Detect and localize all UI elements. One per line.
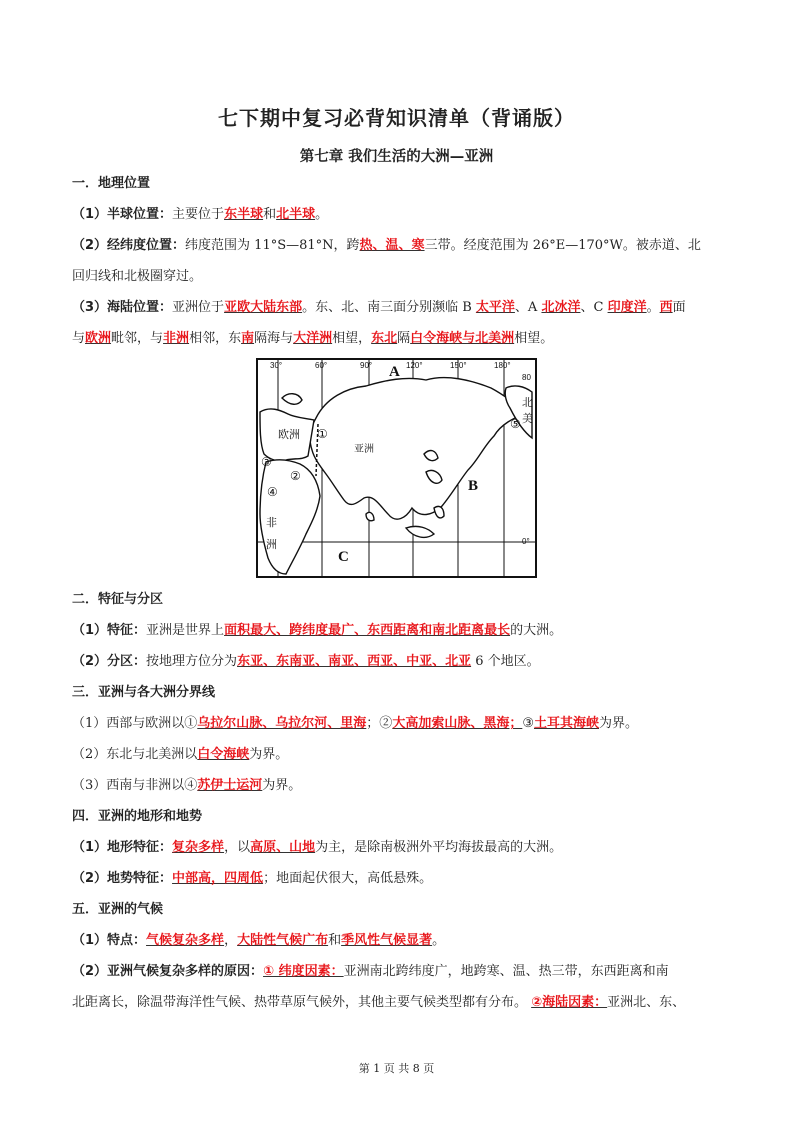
map-marker-5: ⑤ [510,417,521,431]
paragraph-features: （1）特征：亚洲是世界上面积最大、跨纬度最广、东西距离和南北距离最长的大洲。 [72,623,563,638]
page-title: 七下期中复习必背知识清单（背诵版） [218,106,575,130]
paragraph-climate-reasons-cont: 北距离长，除温带海洋性气候、热带草原气候外，其他主要气候类型都有分布。 ②海陆因素：亚洲北、东、 [72,995,686,1010]
map-label-africa-1: 非 [266,516,277,529]
lon-tick-30: 30° [270,361,283,370]
page-footer: 第 1 页 共 8 页 [358,1062,435,1075]
lon-tick-90: 90° [360,361,373,370]
paragraph-boundary-europe: （1）西部与欧洲以①乌拉尔山脉、乌拉尔河、里海；②大高加索山脉、黑海；③土耳其海峡为界。 [72,716,639,731]
asia-map [256,358,537,578]
map-label-a: A [389,364,400,380]
map-label-b: B [468,478,479,494]
paragraph-terrain: （1）地形特征：复杂多样，以高原、山地为主，是除南极洲外平均海拔最高的大洲。 [72,840,563,855]
paragraph-boundary-africa: （3）西南与非洲以④苏伊士运河为界。 [72,778,302,793]
paragraph-climate-features: （1）特点：气候复杂多样，大陆性气候广布和季风性气候显著。 [72,933,446,948]
map-label-north-1: 北 [522,396,533,409]
section-heading-terrain: 四．亚洲的地形和地势 [72,809,203,824]
paragraph-coordinates-cont: 回归线和北极圈穿过。 [72,269,203,284]
map-label-north-2: 美 [522,412,533,425]
paragraph-regions: （2）分区：按地理方位分为东亚、东南亚、南亚、西亚、中亚、北亚 6 个地区。 [72,654,540,669]
lon-tick-180: 180° [494,361,511,370]
map-marker-2: ② [290,469,301,483]
map-label-asia: 亚洲 [354,444,374,455]
lat-tick-0: 0° [522,537,530,546]
section-heading-location: 一．地理位置 [72,176,151,191]
section-heading-features: 二．特征与分区 [72,592,164,607]
map-label-africa-2: 洲 [266,538,277,551]
paragraph-climate-reasons: （2）亚洲气候复杂多样的原因：① 纬度因素：亚洲南北跨纬度广，地跨寒、温、热三带，东西距离和南 [72,964,669,979]
paragraph-boundary-north-america: （2）东北与北美洲以白令海峡为界。 [72,747,289,762]
paragraph-hemisphere: （1）半球位置：主要位于东半球和北半球。 [72,207,329,222]
paragraph-relief: （2）地势特征：中部高，四周低；地面起伏很大，高低悬殊。 [72,871,433,886]
lat-tick-80: 80 [522,373,531,382]
map-label-c: C [338,549,349,565]
map-marker-3: ③ [261,455,272,469]
paragraph-sea-land-cont: 与欧洲毗邻，与非洲相邻，东南隔海与大洋洲相望，东北隔白令海峡与北美洲相望。 [72,331,554,346]
paragraph-coordinates: （2）经纬度位置：纬度范围为 11°S—81°N，跨热、温、寒三带。经度范围为 26°E—170°W。被赤道、北 [72,238,701,253]
lon-tick-150: 150° [450,361,467,370]
map-marker-4: ④ [267,485,278,499]
lon-tick-120: 120° [406,361,423,370]
lon-tick-60: 60° [315,361,328,370]
map-label-europe: 欧洲 [278,428,300,441]
section-heading-boundaries: 三．亚洲与各大洲分界线 [72,685,216,700]
paragraph-sea-land: （3）海陆位置：亚洲位于亚欧大陆东部。东、北、南三面分别濒临 B 太平洋、A 北冰洋、C 印度洋。西面 [72,300,686,315]
map-marker-1: ① [317,427,328,441]
section-heading-climate: 五．亚洲的气候 [72,902,164,917]
chapter-subtitle: 第七章 我们生活的大洲—亚洲 [299,149,494,165]
